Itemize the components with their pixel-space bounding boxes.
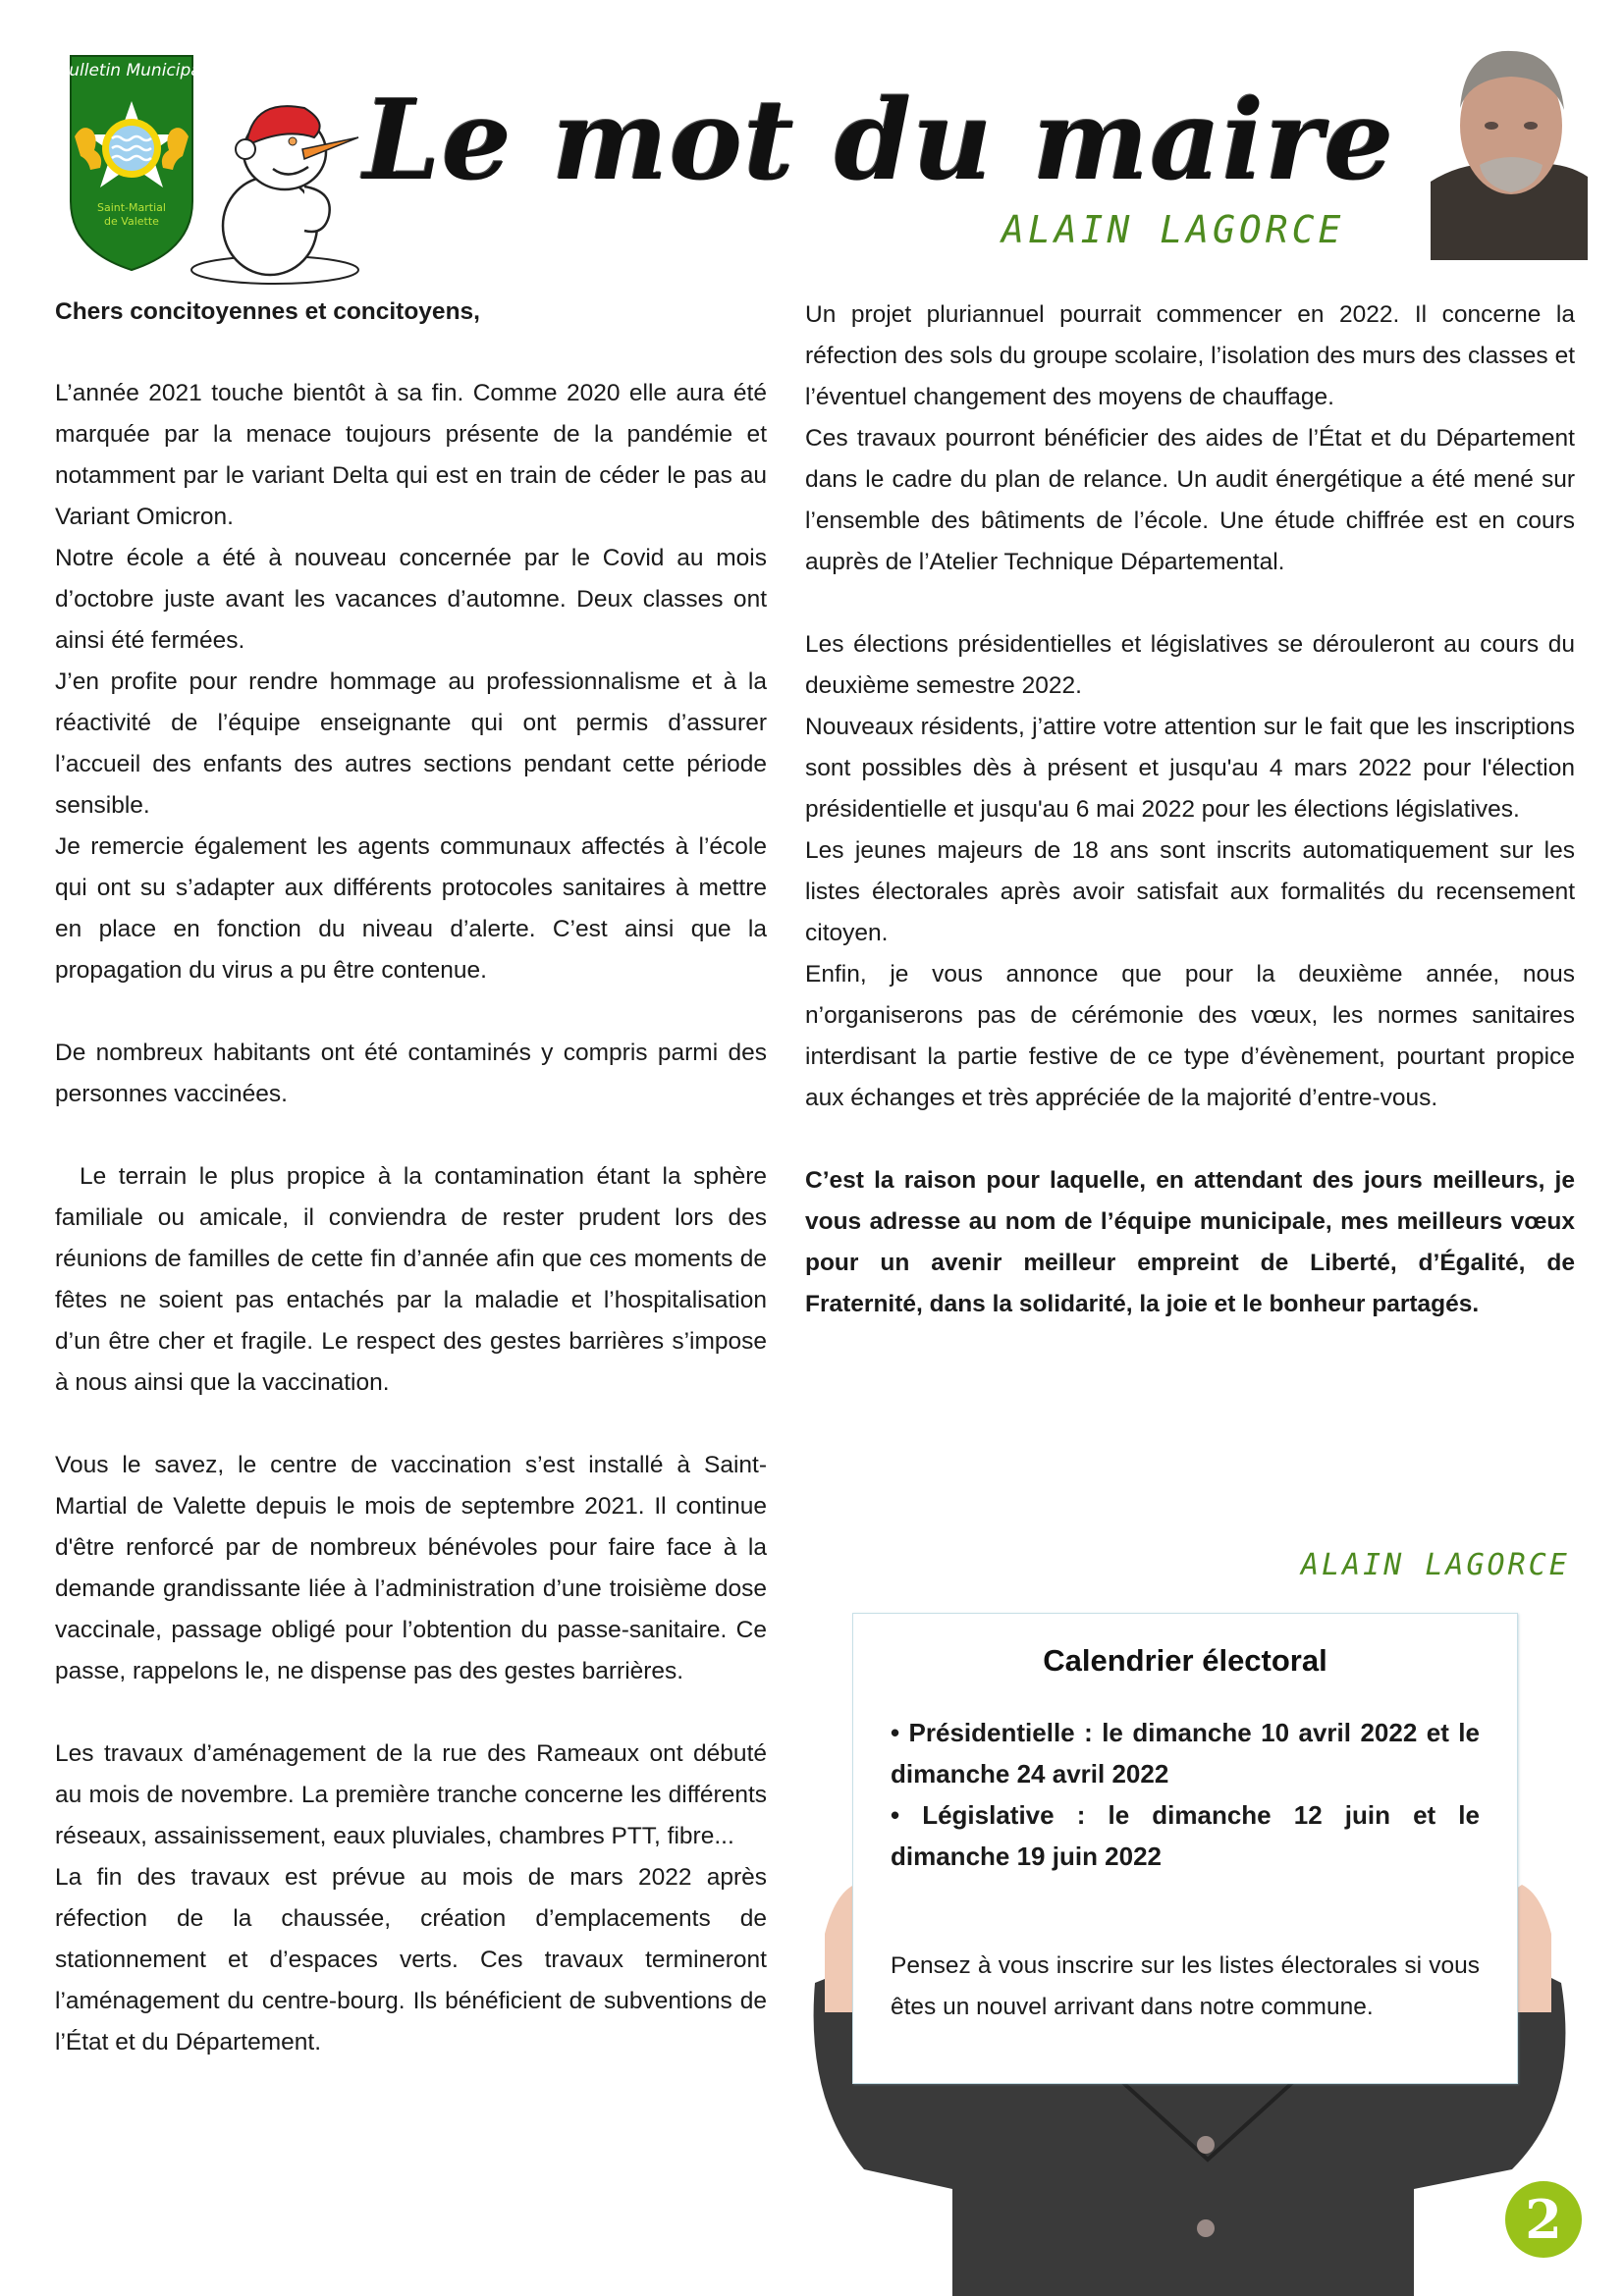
spacer	[805, 583, 1575, 624]
spacer	[55, 1404, 767, 1445]
paragraph: Vous le savez, le centre de vaccination s’est installé à Saint-Martial de Valette depuis le mois de septembre 2021. Il continue d'être renforcé par de nombreux bénévoles pour faire face à la demande grandissante liée à l’administration d’une troisième dose vaccinale, passage obligé pour l’obtention du passe-sanitaire. Ce passe, rappelons le, ne dispense pas des gestes barrières.	[55, 1452, 767, 1684]
page-title: Le mot du maire	[363, 77, 1395, 205]
author-signature: ALAIN LAGORCE	[1301, 1548, 1570, 1582]
paragraph: Un projet pluriannuel pourrait commencer en 2022. Il concerne la réfection des sols du groupe scolaire, l’isolation des murs des classes et l’éventuel changement des moyens de chauffage.	[805, 301, 1575, 410]
salutation: Chers concitoyennes et concitoyens,	[55, 298, 480, 325]
spacer	[55, 991, 767, 1033]
paragraph: J’en profite pour rendre hommage au professionnalisme et à la réactivité de l’équipe enseignante qui ont permis d’assurer l’accueil des enfants des autres sections pendant cette période sensible.	[55, 668, 767, 819]
registration-note-text: Pensez à vous inscrire sur les listes électorales si vous êtes un nouvel arrivant dans notre commune.	[891, 1952, 1480, 2020]
paragraph: Notre école a été à nouveau concernée par le Covid au mois d’octobre juste avant les vacances d’automne. Deux classes ont ainsi été fermées.	[55, 545, 767, 654]
spacer	[55, 1115, 767, 1156]
paragraph: Les élections présidentielles et législatives se dérouleront au cours du deuxième semestre 2022.	[805, 631, 1575, 699]
paragraph: Ces travaux pourront bénéficier des aides de l’État et du Département dans le cadre du plan de relance. Un audit énergétique a été mené sur l’ensemble des bâtiments de l’école. Une étude chiffrée est en cours auprès de l’Atelier Technique Départemental.	[805, 425, 1575, 575]
spacer	[805, 1119, 1575, 1160]
left-text-column	[55, 293, 767, 2063]
spacer	[55, 1692, 767, 1734]
author-name-header: ALAIN LAGORCE	[1001, 208, 1345, 251]
paragraph: Nouveaux résidents, j’attire votre attention sur le fait que les inscriptions sont possibles dès à présent et jusqu'au 4 mars 2022 pour l'élection présidentielle et jusqu'au 6 mai 2022 pour les élections législatives.	[805, 714, 1575, 823]
calendar-election-dates	[891, 1712, 1480, 1877]
svg-text:Bulletin Municipal: Bulletin Municipal	[57, 61, 206, 80]
paragraph: Les travaux d’aménagement de la rue des Rameaux ont débuté au mois de novembre. La première tranche concerne les différents réseaux, assainissement, eaux pluviales, chambres PTT, fibre...	[55, 1740, 767, 1849]
electoral-calendar-board	[852, 1613, 1518, 2084]
paragraph: Enfin, je vous annonce que pour la deuxième année, nous n’organiserons pas de cérémonie des vœux, les normes sanitaires interdisant la partie festive de ce type d’évènement, pourtant propice aux échanges et très appréciée de la majorité d’entre-vous.	[805, 961, 1575, 1111]
right-text-column	[805, 294, 1575, 1325]
paragraph: De nombreux habitants ont été contaminés y compris parmi des personnes vaccinées.	[55, 1040, 767, 1107]
page-number-badge: 2	[1505, 2181, 1582, 2258]
calendar-title: Calendrier électoral	[1043, 1643, 1327, 1678]
closing-wishes: C’est la raison pour laquelle, en attendant des jours meilleurs, je vous adresse au nom de l’équipe municipale, mes meilleurs vœux pour un avenir meilleur empreint de Liberté, d’Égalité, de Fraternité, dans la solidarité, la joie et le bonheur partagés.	[805, 1167, 1575, 1317]
svg-text:Saint-Martial: Saint-Martial	[97, 201, 166, 214]
paragraph: Je remercie également les agents communaux affectés à l’école qui ont su s’adapter aux différents protocoles sanitaires à mettre en place en fonction du niveau d’alerte. C’est ainsi que la propagation du virus a pu être contenue.	[55, 833, 767, 984]
mayor-portrait-photo	[1431, 39, 1593, 260]
crest-shield-icon	[57, 54, 206, 272]
paragraph: L’année 2021 touche bientôt à sa fin. Comme 2020 elle aura été marquée par la menace toujours présente de la pandémie et notamment par le variant Delta qui est en train de céder le pas au Variant Omicron.	[55, 380, 767, 530]
person-portrait-icon	[1431, 39, 1593, 260]
paragraph: La fin des travaux est prévue au mois de mars 2022 après réfection de la chaussée, création d’emplacements de stationnement et d’espaces verts. Ces travaux termineront l’aménagement du centre-bourg. Ils bénéficient de subventions de l’État et du Département.	[55, 1864, 767, 2056]
svg-text:de Valette: de Valette	[104, 215, 159, 228]
paragraph: Le terrain le plus propice à la contamination étant la sphère familiale ou amicale, il conviendra de rester prudent lors des réunions de familles de cette fin d’année afin que ces moments de fêtes ne soient pas entachés par la maladie et l’hospitalisation d’un être cher et fragile. Le respect des gestes barrières s’impose à nous ainsi que la vaccination.	[55, 1163, 767, 1396]
municipal-crest-logo	[57, 54, 206, 272]
spacer	[55, 332, 767, 373]
election-date-item: • Présidentielle : le dimanche 10 avril 2022 et le dimanche 24 avril 2022	[891, 1718, 1480, 1789]
paragraph: Les jeunes majeurs de 18 ans sont inscrits automatiquement sur les listes électorales après avoir satisfait aux formalités du recensement citoyen.	[805, 837, 1575, 946]
election-date-item: • Législative : le dimanche 12 juin et le dimanche 19 juin 2022	[891, 1800, 1480, 1871]
registration-reminder	[891, 1946, 1480, 2028]
